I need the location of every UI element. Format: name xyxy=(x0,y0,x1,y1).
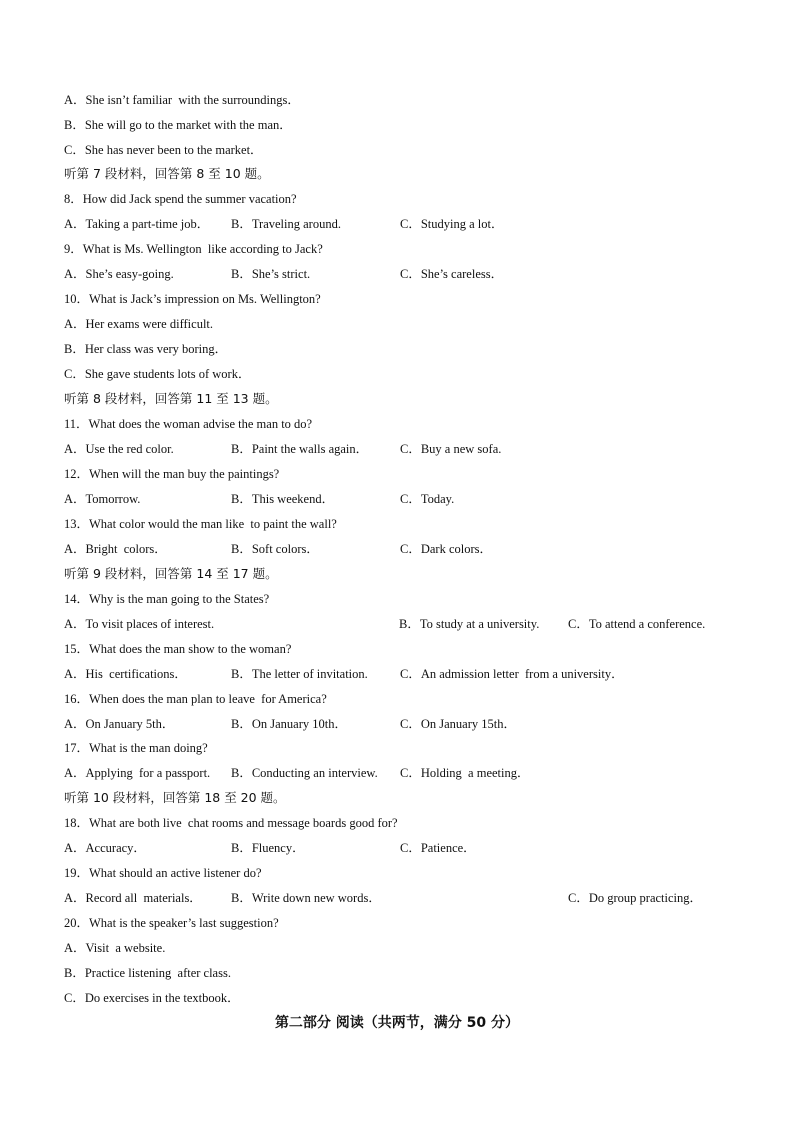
q7-option-b: B．She will go to the market with the man． xyxy=(64,118,292,132)
q13-option-b: B．Soft colors． xyxy=(231,542,319,556)
question-10: 10．What is Jack’s impression on Ms. Wellington? xyxy=(64,292,321,306)
q16-option-c: C．On January 15th． xyxy=(400,717,516,731)
question-19: 19．What should an active listener do? xyxy=(64,866,262,880)
q20-option-c: C．Do exercises in the textbook． xyxy=(64,991,240,1005)
q18-option-c: C．Patience． xyxy=(400,841,476,855)
material-10-instruction: 听第 10 段材料，回答第 18 至 20 题。 xyxy=(64,790,286,805)
material-8-instruction: 听第 8 段材料，回答第 11 至 13 题。 xyxy=(64,391,278,406)
question-8: 8．How did Jack spend the summer vacation? xyxy=(64,192,297,206)
question-12: 12．When will the man buy the paintings? xyxy=(64,467,280,481)
q7-option-a: A．She isn’t familiar with the surroundings． xyxy=(64,93,300,107)
q7-option-c: C．She has never been to the market． xyxy=(64,143,263,157)
q12-option-c: C．Today. xyxy=(400,492,455,506)
q12-option-b: B．This weekend． xyxy=(231,492,335,506)
q16-option-b: B．On January 10th． xyxy=(231,717,347,731)
q19-option-a: A．Record all materials． xyxy=(64,891,202,905)
q12-option-a: A．Tomorrow. xyxy=(64,492,141,506)
q11-option-b: B．Paint the walls again． xyxy=(231,442,369,456)
q13-option-a: A．Bright colors． xyxy=(64,542,167,556)
question-15: 15．What does the man show to the woman? xyxy=(64,642,292,656)
q9-option-b: B．She’s strict. xyxy=(231,267,311,281)
question-20: 20．What is the speaker’s last suggestion? xyxy=(64,916,279,930)
question-13: 13．What color would the man like to paint the wall? xyxy=(64,517,337,531)
material-9-instruction: 听第 9 段材料，回答第 14 至 17 题。 xyxy=(64,566,278,581)
q10-option-b: B．Her class was very boring． xyxy=(64,342,228,356)
q15-option-c: C．An admission letter from a university． xyxy=(400,667,624,681)
q9-option-c: C．She’s careless． xyxy=(400,267,504,281)
q17-option-a: A．Applying for a passport. xyxy=(64,766,211,780)
q14-option-b: B．To study at a university. xyxy=(399,617,540,631)
q11-option-c: C．Buy a new sofa. xyxy=(400,442,502,456)
q8-option-a: A．Taking a part-time job． xyxy=(64,217,210,231)
q9-option-a: A．She’s easy-going. xyxy=(64,267,174,281)
q10-option-c: C．She gave students lots of work． xyxy=(64,367,251,381)
question-14: 14．Why is the man going to the States? xyxy=(64,592,270,606)
material-7-instruction: 听第 7 段材料，回答第 8 至 10 题。 xyxy=(64,166,270,181)
q8-option-b: B．Traveling around. xyxy=(231,217,341,231)
q19-option-b: B．Write down new words． xyxy=(231,891,381,905)
question-9: 9．What is Ms. Wellington like according to Jack? xyxy=(64,242,323,256)
q8-option-c: C．Studying a lot． xyxy=(400,217,504,231)
q15-option-a: A．His certifications． xyxy=(64,667,187,681)
q10-option-a: A．Her exams were difficult. xyxy=(64,317,214,331)
q15-option-b: B．The letter of invitation. xyxy=(231,667,368,681)
q14-option-c: C．To attend a conference. xyxy=(568,617,706,631)
q16-option-a: A．On January 5th． xyxy=(64,717,175,731)
q17-option-b: B．Conducting an interview. xyxy=(231,766,378,780)
question-11: 11．What does the woman advise the man to do? xyxy=(64,417,313,431)
section-title-reading: 第二部分 阅读（共两节，满分 50 分） xyxy=(274,1015,520,1031)
q20-option-a: A．Visit a website. xyxy=(64,941,166,955)
q19-option-c: C．Do group practicing． xyxy=(568,891,703,905)
question-16: 16．When does the man plan to leave for America? xyxy=(64,692,327,706)
q14-option-a: A．To visit places of interest. xyxy=(64,617,215,631)
q18-option-a: A．Accuracy． xyxy=(64,841,146,855)
q11-option-a: A．Use the red color. xyxy=(64,442,174,456)
question-18: 18．What are both live chat rooms and message boards good for? xyxy=(64,816,398,830)
q20-option-b: B．Practice listening after class. xyxy=(64,966,231,980)
q18-option-b: B．Fluency． xyxy=(231,841,305,855)
question-17: 17．What is the man doing? xyxy=(64,741,208,755)
q13-option-c: C．Dark colors． xyxy=(400,542,492,556)
q17-option-c: C．Holding a meeting． xyxy=(400,766,530,780)
